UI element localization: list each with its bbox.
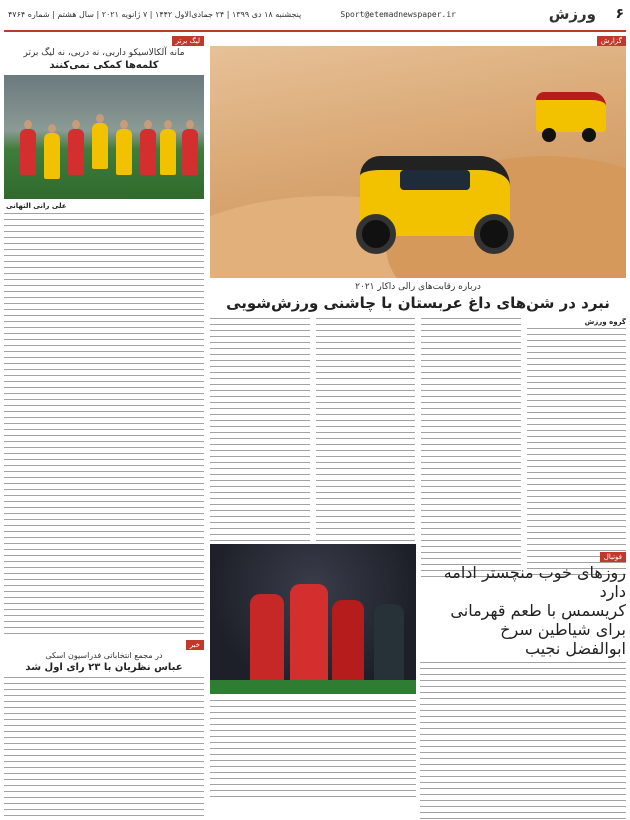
rally-kicker: درباره رقابت‌های رالی داکار ۲۰۲۱	[355, 282, 481, 292]
ski-headline: عباس نظریان با ۲۳ رای اول شد	[25, 662, 183, 673]
united-text-left	[210, 700, 416, 800]
united-author: ابوالفضل نجیب	[525, 639, 626, 658]
main-column	[210, 36, 626, 816]
section-email: Sport@etemadnewspaper.ir	[340, 10, 456, 19]
united-text-right	[420, 662, 626, 820]
united-kicker: روزهای خوب منچستر ادامه دارد	[443, 563, 626, 601]
league-tag: لیگ برتر	[172, 36, 204, 46]
united-story	[210, 544, 626, 816]
news-tag: خبر	[186, 640, 204, 650]
article-body-text	[4, 213, 204, 638]
page-header	[4, 4, 626, 32]
rally-text-col-3	[316, 318, 416, 580]
ski-body-text	[4, 677, 204, 820]
left-column	[4, 36, 204, 816]
league-kicker: مانه آلکالاسیکو داربی، نه دربی، نه لیگ برتر	[23, 48, 185, 58]
rally-headline: نبرد در شن‌های داغ عربستان با چاشنی ورزش‌شویی	[226, 294, 610, 312]
united-photo-wrap	[210, 544, 416, 820]
rally-text-col-2	[421, 318, 521, 580]
football-photo	[4, 75, 204, 199]
rally-byline: گروه ورزش	[584, 318, 626, 326]
section-title: ورزش	[548, 5, 596, 23]
united-headline: کریسمس با طعم قهرمانی برای شیاطین سرخ	[450, 601, 626, 639]
page-number: ۶	[615, 6, 624, 22]
article-author: علی رانی التهانی	[6, 202, 67, 210]
rally-text-col-1	[527, 328, 627, 578]
issue-date-line: پنجشنبه ۱۸ دی ۱۳۹۹ | ۲۴ جمادی‌الاول ۱۴۴۲ | ۷ ژانویه ۲۰۲۱ | سال هشتم | شماره ۴۷۶۴	[8, 10, 302, 19]
league-headline: کلمه‌ها کمکی نمی‌کنند	[49, 60, 159, 71]
report-tag: گزارش	[597, 36, 626, 46]
united-side	[420, 544, 626, 820]
rally-story-columns	[210, 318, 626, 580]
ski-kicker: در مجمع انتخاباتی فدراسیون اسکی	[45, 651, 163, 660]
united-photo	[210, 544, 416, 694]
football-tag: فوتبال	[600, 552, 626, 562]
rally-photo	[210, 46, 626, 278]
rally-text-col-4	[210, 318, 310, 580]
